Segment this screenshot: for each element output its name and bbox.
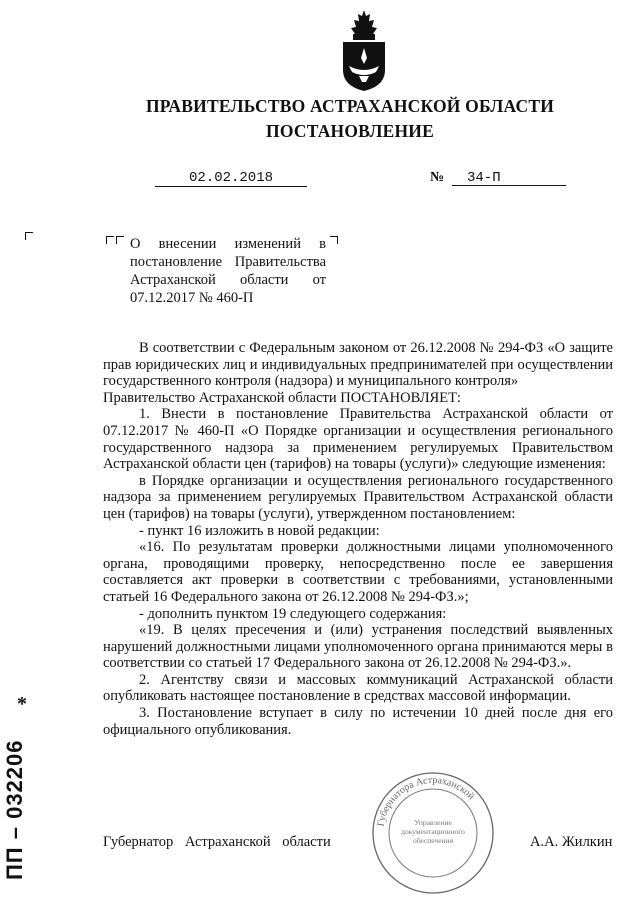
body-paragraph: в Порядке организации и осуществления регионального государственного надзора за применением регулируемых Правительством Астраханской области цен (тарифов) на товары (услуги), утвержденном постановлением:	[103, 472, 613, 522]
document-subject: О внесении изменений в постановление Правительства Астраханской области от 07.12.2017 № 460-П	[130, 236, 326, 306]
margin-mark: *	[17, 693, 27, 715]
body-paragraph: Правительство Астраханской области ПОСТАНОВЛЯЕТ:	[103, 389, 461, 406]
stamp-inner-line: Управление	[414, 818, 452, 827]
stamp-inner-line: обеспечения	[412, 836, 454, 845]
stamp-ring-text: Губернатора Астраханской	[375, 774, 477, 828]
government-title: ПРАВИТЕЛЬСТВО АСТРАХАНСКОЙ ОБЛАСТИ	[145, 96, 555, 116]
signatory-position: Губернатор Астраханской области	[103, 834, 331, 850]
official-stamp	[370, 770, 496, 896]
body-paragraph: 3. Постановление вступает в силу по истечении 10 дней после дня его официального опубликования.	[103, 705, 613, 738]
body-paragraph: - пункт 16 изложить в новой редакции:	[139, 522, 380, 539]
bracket-corner-icon	[330, 236, 338, 244]
body-paragraph: В соответствии с Федеральным законом от 26.12.2008 № 294-ФЗ «О защите прав юридических лиц и индивидуальных предпринимателей при осуществлении государственного контроля (надзора) и муниципального контроля»	[103, 340, 613, 390]
bracket-corner-icon	[106, 236, 114, 244]
number-sign: №	[430, 170, 445, 185]
document-number: 34-П	[452, 171, 566, 186]
body-paragraph: - дополнить пунктом 19 следующего содержания:	[139, 605, 447, 622]
document-body	[103, 340, 613, 738]
stamp-inner-line: документационного	[401, 827, 465, 836]
body-paragraph: 2. Агентству связи и массовых коммуникаций Астраханской области опубликовать настоящее постановление в средствах массовой информации.	[103, 671, 613, 705]
signatory-name: А.А. Жилкин	[530, 834, 613, 850]
body-paragraph: 1. Внести в постановление Правительства Астраханской области от 07.12.2017 № 460-П «О Порядке организации и осуществления регионального государственного надзора за применением регулируемых Правительством Астраханской области цен (тарифов) на товары (услуги)» следующие изменения:	[103, 406, 613, 473]
body-paragraph: «16. По результатам проверки должностными лицами уполномоченного органа, проводящими проверку, непосредственно после ее завершения составляется акт проверки в соответствии с требованиями, установленными статьей 16 Федерального закона от 26.12.2008 № 294-ФЗ.»;	[103, 539, 613, 605]
astrakhan-coat-of-arms-icon	[339, 8, 389, 92]
bracket-corner-icon	[116, 236, 124, 244]
margin-registration-code: ПП – 032206	[2, 739, 27, 880]
document-type: ПОСТАНОВЛЕНИЕ	[266, 121, 434, 141]
document-date: 02.02.2018	[155, 171, 307, 187]
bracket-corner-icon	[25, 232, 33, 240]
body-paragraph: «19. В целях пресечения и (или) устранения последствий выявленных нарушений должностными лицами уполномоченного органа принимаются меры в соответствии со статьей 17 Федерального закона от 26.12.2008 № 294-ФЗ.».	[103, 622, 613, 672]
